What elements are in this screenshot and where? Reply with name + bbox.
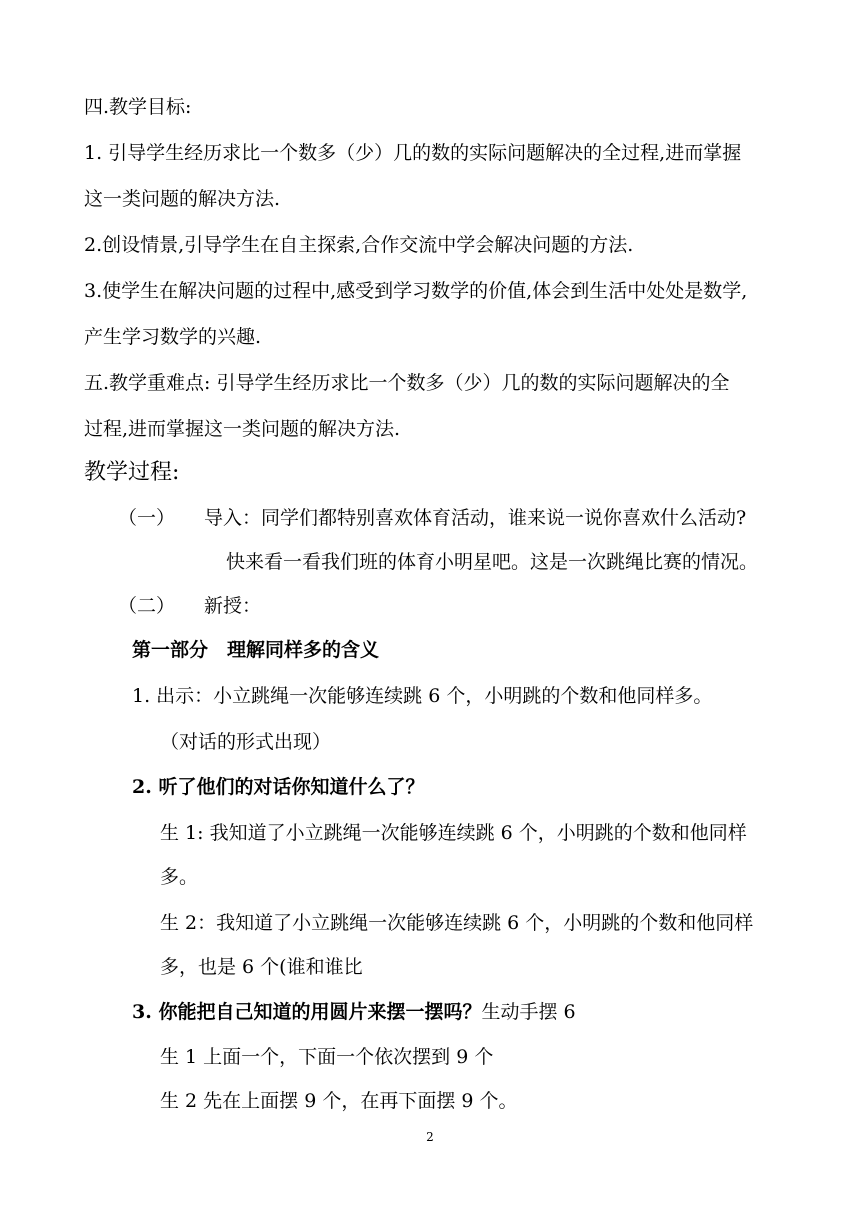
student-1-line-2: 多。 [160, 866, 199, 888]
objective-2: 2.创设情景,引导学生在自主探索,合作交流中学会解决问题的方法. [84, 234, 634, 256]
student-2-line-1: 生 2：我知道了小立跳绳一次能够连续跳 6 个，小明跳的个数和他同样 [160, 912, 754, 934]
step-1-text: 导入：同学们都特别喜欢体育活动，谁来说一说你喜欢什么活动? [204, 507, 747, 529]
objective-1-line-1: 1. 引导学生经历求比一个数多（少）几的数的实际问题解决的全过程,进而掌握 [84, 142, 742, 164]
student-2-line-2: 多，也是 6 个(谁和谁比 [160, 956, 363, 978]
item-3 [132, 1000, 576, 1024]
objective-3-line-1: 3.使学生在解决问题的过程中,感受到学习数学的价值,体会到生活中处处是数学, [84, 280, 748, 302]
item-2: 2. 听了他们的对话你知道什么了？ [132, 776, 425, 798]
student-1-line-1: 生 1: 我知道了小立跳绳一次能够连续跳 6 个，小明跳的个数和他同样 [160, 822, 747, 844]
objective-1-line-2: 这一类问题的解决方法. [84, 188, 281, 210]
step-1-continued: 快来看一看我们班的体育小明星吧。这是一次跳绳比赛的情况。 [226, 551, 759, 573]
page-number: 2 [426, 1130, 434, 1144]
key-points-line-1: 五.教学重难点: 引导学生经历求比一个数多（少）几的数的实际问题解决的全 [84, 372, 730, 394]
objective-3-line-2: 产生学习数学的兴趣. [84, 326, 262, 348]
step-2-number: （二） [118, 595, 176, 617]
item-1: 1. 出示：小立跳绳一次能够连续跳 6 个，小明跳的个数和他同样多。 [132, 685, 713, 707]
student-4: 生 2 先在上面摆 9 个，在再下面摆 9 个。 [160, 1090, 518, 1112]
key-points-line-2: 过程,进而掌握这一类问题的解决方法. [84, 418, 401, 440]
item-3-question: 3. 你能把自己知道的用圆片来摆一摆吗？ [132, 1001, 482, 1023]
item-3-rest: 生动手摆 6 [481, 1001, 576, 1023]
item-1-note: （对话的形式出现） [160, 731, 332, 753]
objectives-heading: 四.教学目标: [84, 96, 192, 118]
step-2-text: 新授： [204, 595, 262, 617]
part-1-title: 第一部分 理解同样多的含义 [132, 639, 380, 661]
student-3: 生 1 上面一个，下面一个依次摆到 9 个 [160, 1046, 494, 1068]
process-heading: 教学过程: [84, 460, 180, 485]
step-1-number: （一） [118, 507, 176, 529]
